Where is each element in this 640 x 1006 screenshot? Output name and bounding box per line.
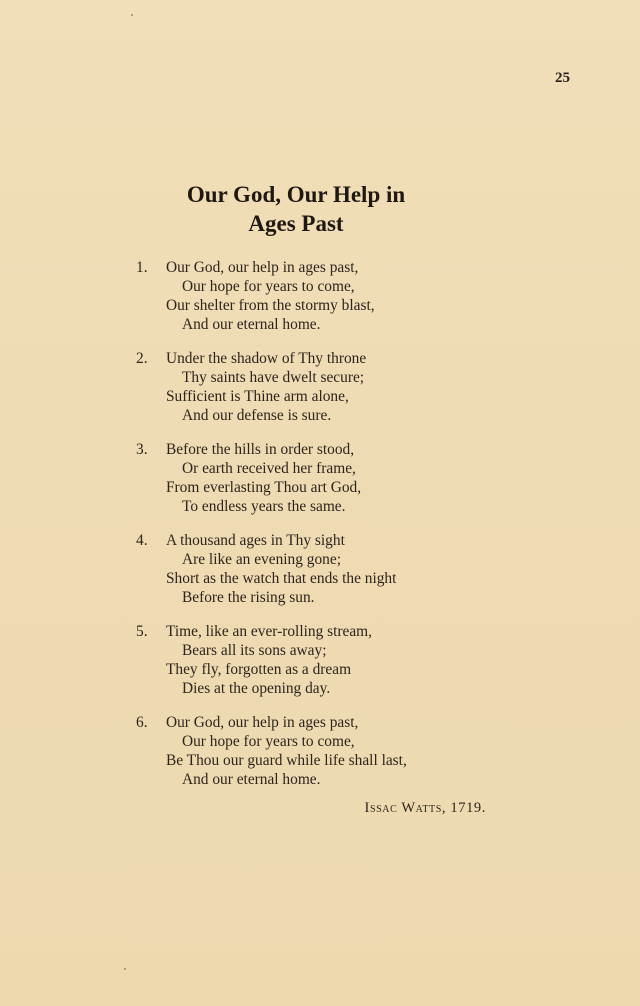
verse-line: Are like an evening gone; [182, 551, 341, 568]
author-attribution: Issac Watts, 1719. [364, 800, 486, 816]
verse-line: Our God, our help in ages past, [166, 259, 359, 276]
verse-line: Our hope for years to come, [182, 278, 355, 295]
verse-line: Our shelter from the stormy blast, [166, 297, 375, 314]
verse-line: And our eternal home. [182, 316, 321, 333]
verse-line: To endless years the same. [182, 498, 346, 515]
verse-line: A thousand ages in Thy sight [166, 532, 345, 549]
verse-line: Before the rising sun. [182, 589, 315, 606]
verse-line: Or earth received her frame, [182, 460, 356, 477]
hymn-title [0, 180, 592, 238]
stanza-4 [130, 531, 490, 607]
stanza-number: 2. [136, 350, 148, 367]
verse-line: Be Thou our guard while life shall last, [166, 752, 407, 769]
verse-line: Dies at the opening day. [182, 680, 331, 697]
verse-line: And our defense is sure. [182, 407, 332, 424]
verse-line: Our hope for years to come, [182, 733, 355, 750]
verse-line: Our God, our help in ages past, [166, 714, 359, 731]
stanza-3 [130, 440, 490, 516]
stanza-6 [130, 713, 490, 789]
verse-line: And our eternal home. [182, 771, 321, 788]
verse-line: Time, like an ever-rolling stream, [166, 623, 372, 640]
hymn-text [130, 258, 490, 804]
verse-line: Before the hills in order stood, [166, 441, 355, 458]
verse-line: They fly, forgotten as a dream [166, 661, 352, 678]
verse-line: Sufficient is Thine arm alone, [166, 388, 349, 405]
paper-speck [124, 968, 126, 970]
stanza-number: 5. [136, 623, 148, 640]
stanza-number: 6. [136, 714, 148, 731]
stanza-number: 1. [136, 259, 148, 276]
verse-line: From everlasting Thou art God, [166, 479, 362, 496]
paper-speck [131, 14, 133, 16]
stanza-1 [130, 258, 490, 334]
stanza-2 [130, 349, 490, 425]
stanza-5 [130, 622, 490, 698]
page-number: 25 [555, 70, 570, 86]
hymn-title-line-1: Our God, Our Help in [186, 182, 406, 207]
verse-line: Short as the watch that ends the night [166, 570, 397, 587]
verse-line: Bears all its sons away; [182, 642, 327, 659]
verse-line: Under the shadow of Thy throne [166, 350, 367, 367]
stanza-number: 3. [136, 441, 148, 458]
verse-line: Thy saints have dwelt secure; [182, 369, 365, 386]
hymn-title-line-2: Ages Past [248, 211, 344, 236]
stanza-number: 4. [136, 532, 148, 549]
